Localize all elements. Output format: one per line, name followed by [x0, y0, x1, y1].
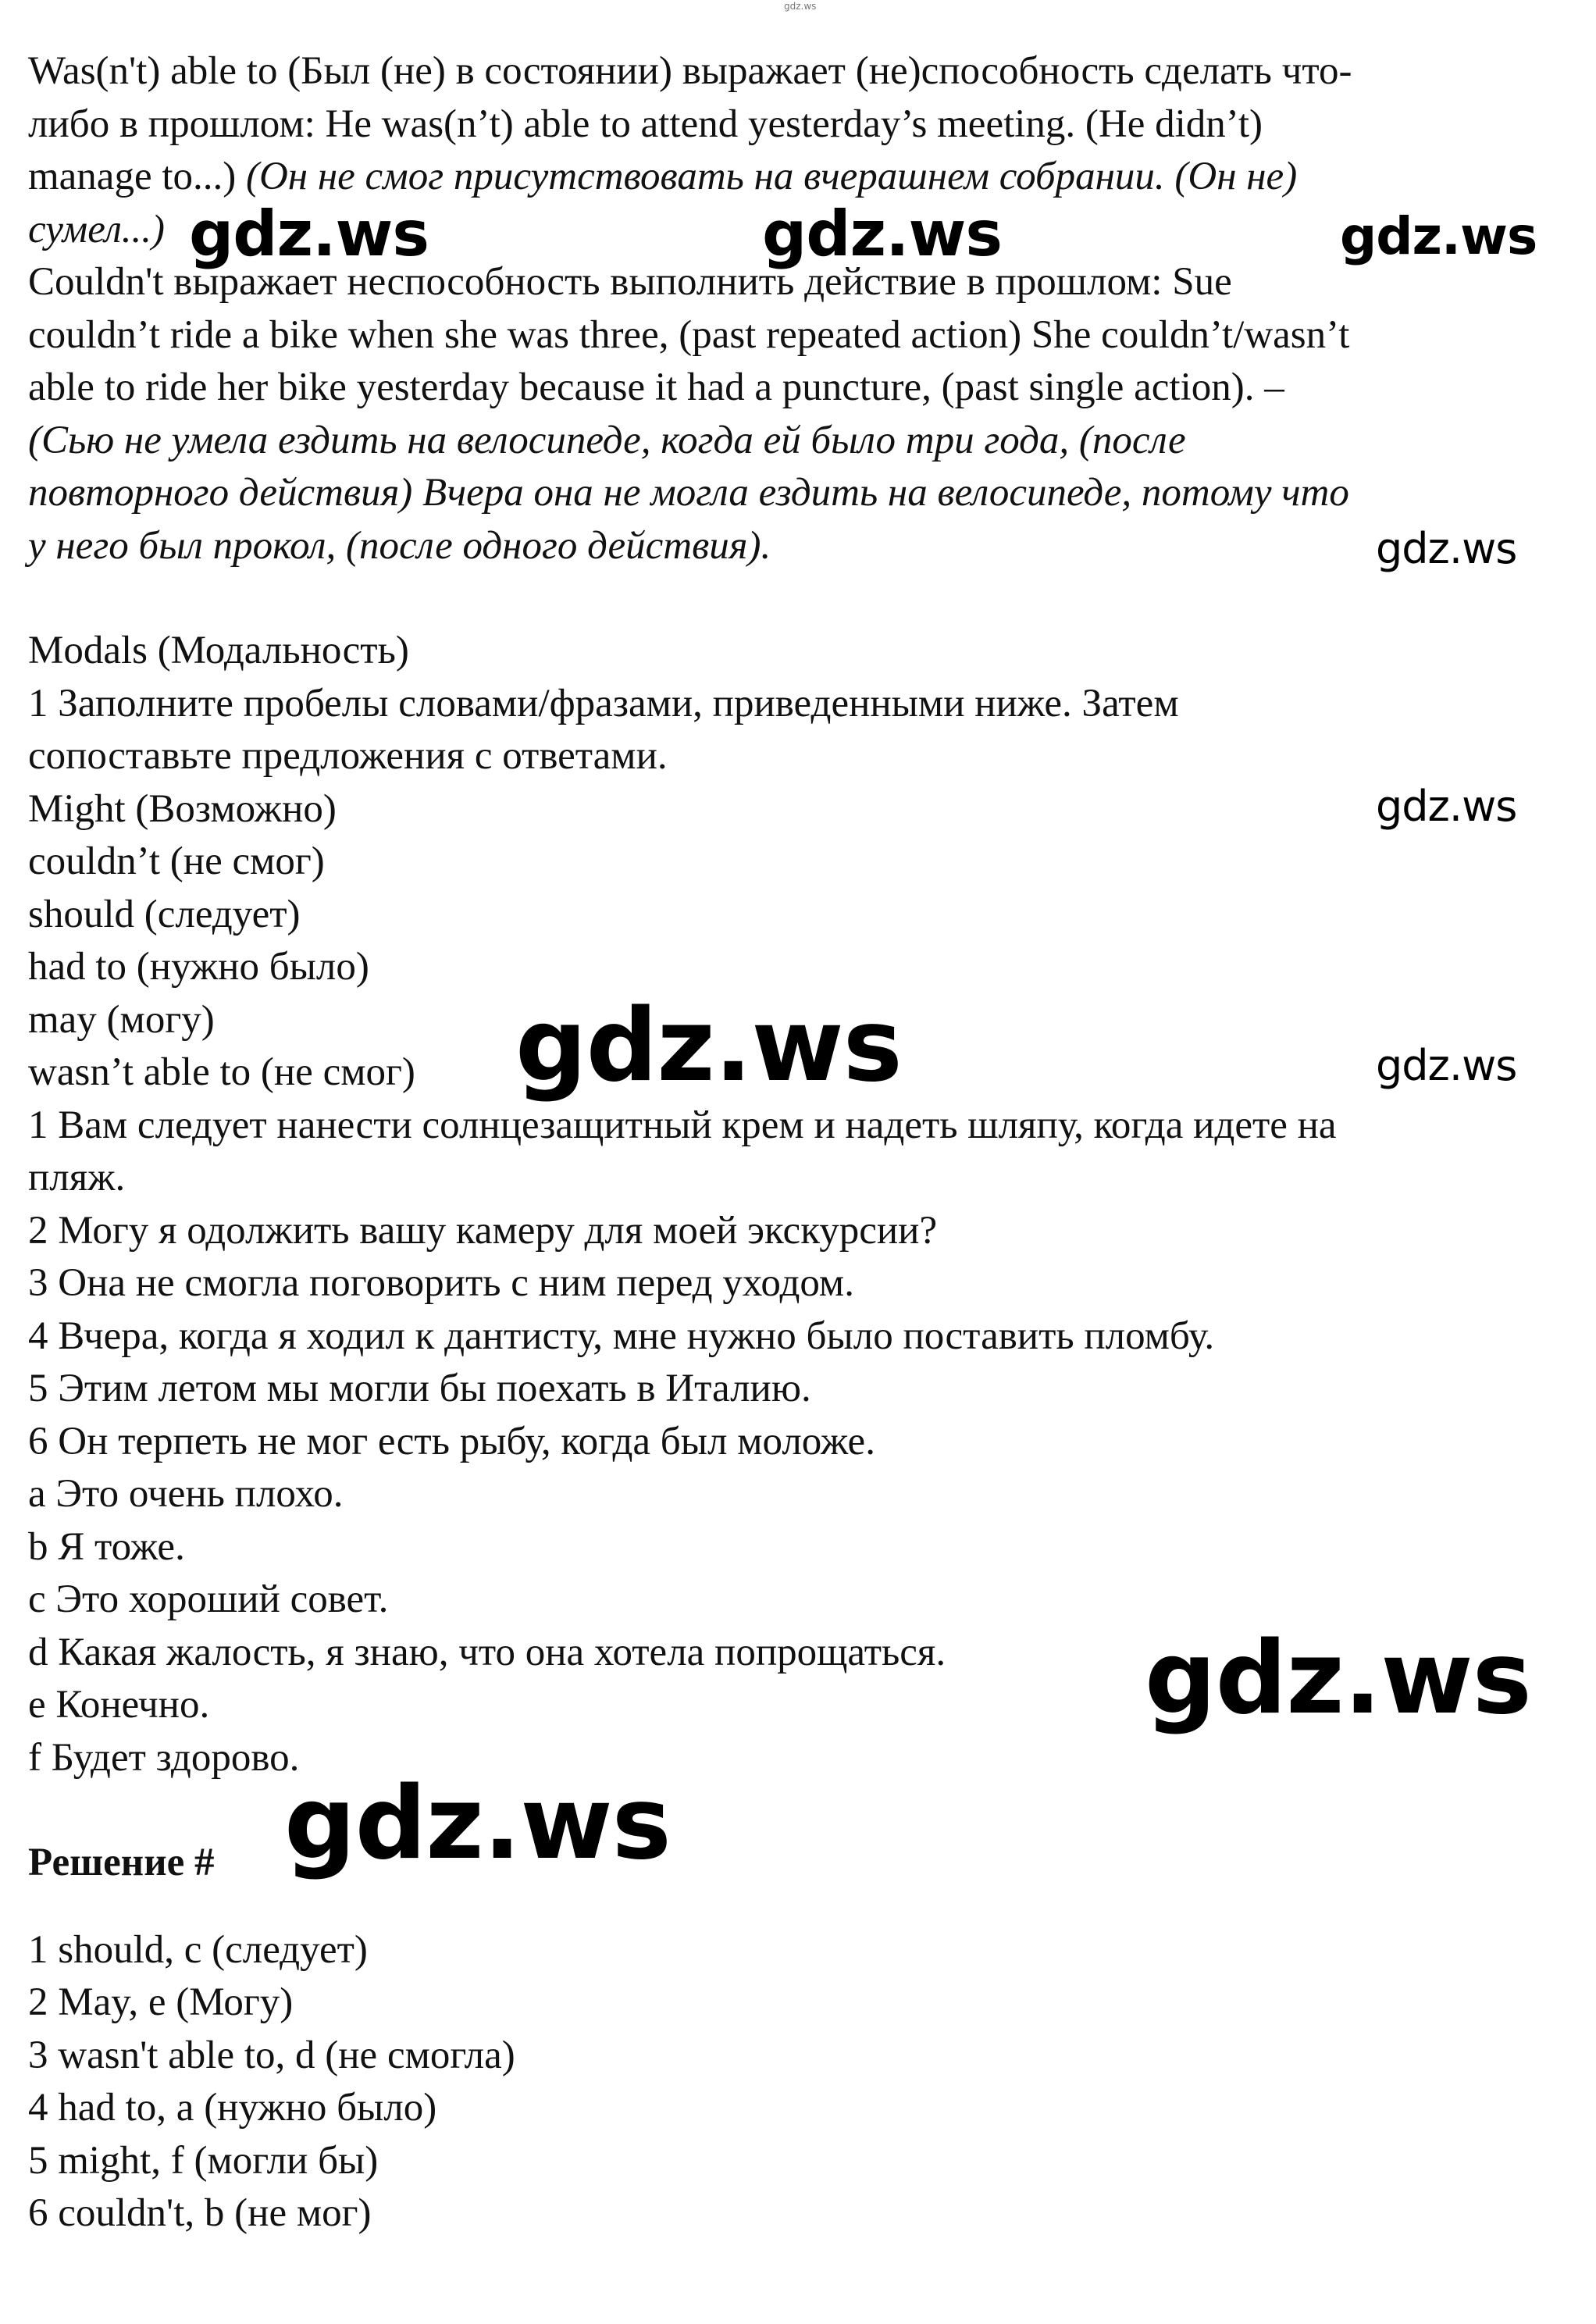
- sentence-item: 2 Могу я одолжить вашу камеру для моей экскурсии?: [28, 1208, 938, 1253]
- answer-item: 4 had to, a (нужно было): [28, 2086, 437, 2130]
- wasnt-able-line-2: либо в прошлом: He was(n’t) able to attend yesterday’s meeting. (He didn’t): [28, 102, 1263, 146]
- watermark: gdz.ws: [284, 1766, 671, 1882]
- sentence-1-line-1: 1 Вам следует нанести солнцезащитный крем и надеть шляпу, когда идете на: [28, 1103, 1337, 1147]
- watermark: gdz.ws: [189, 198, 429, 270]
- response-item: f Будет здорово.: [28, 1735, 300, 1780]
- option-item: wasn’t able to (не смог): [28, 1050, 415, 1094]
- task-instruction-line-1: 1 Заполните пробелы словами/фразами, приведенными ниже. Затем: [28, 681, 1179, 725]
- wasnt-able-line-3-plain: manage to...): [28, 155, 246, 198]
- sentence-item: 4 Вчера, когда я ходил к дантисту, мне нужно было поставить пломбу.: [28, 1313, 1215, 1358]
- watermark: gdz.ws: [1340, 206, 1537, 266]
- answer-item: 6 couldn't, b (не мог): [28, 2191, 372, 2235]
- sentence-item: 6 Он терпеть не мог есть рыбу, когда был моложе.: [28, 1419, 875, 1463]
- sentence-1-line-2: пляж.: [28, 1156, 126, 1199]
- option-item: had to (нужно было): [28, 945, 369, 989]
- watermark: gdz.ws: [1376, 1041, 1517, 1090]
- sentence-item: 3 Она не смогла поговорить с ним перед уходом.: [28, 1261, 854, 1305]
- couldnt-line-6: у него был прокол, (после одного действия).: [28, 523, 771, 568]
- watermark: gdz.ws: [1376, 524, 1517, 573]
- solution-heading: Решение #: [28, 1841, 215, 1884]
- modals-heading: Modals (Модальность): [28, 629, 409, 672]
- couldnt-line-2: couldn’t ride a bike when she was three, (past repeated action) She couldn’t/wasn’t: [28, 312, 1350, 357]
- couldnt-line-3: able to ride her bike yesterday because it had a puncture, (past single action). –: [28, 365, 1284, 409]
- option-item: should (следует): [28, 892, 301, 936]
- couldnt-line-4: (Сью не умела ездить на велосипеде, когда ей было три года, (после: [28, 418, 1186, 462]
- option-item: may (могу): [28, 997, 215, 1042]
- watermark: gdz.ws: [762, 198, 1003, 270]
- response-item: d Какая жалость, я знаю, что она хотела попрощаться.: [28, 1630, 946, 1674]
- spacer: [28, 1890, 1563, 1924]
- couldnt-line-5: повторного действия) Вчера она не могла ездить на велосипеде, потому что: [28, 471, 1349, 515]
- couldnt-line-1: Couldn't выражает неспособность выполнить действие в прошлом: Sue: [28, 260, 1232, 304]
- spacer: [28, 572, 1563, 625]
- task-instruction-line-2: сопоставьте предложения с ответами.: [28, 734, 668, 778]
- wasnt-able-line-3: [28, 151, 1563, 204]
- wasnt-able-line-3-italic: (Он не смог присутствовать на вчерашнем собрании. (Он не): [245, 155, 1298, 198]
- watermark: gdz.ws: [1145, 1620, 1531, 1737]
- response-item: e Конечно.: [28, 1683, 210, 1727]
- header-watermark: gdz.ws: [784, 1, 817, 12]
- sentence-item: 5 Этим летом мы могли бы поехать в Италию.: [28, 1367, 811, 1410]
- wasnt-able-line-4: сумел...): [28, 207, 166, 251]
- answer-item: 2 May, e (Могу): [28, 1980, 294, 2024]
- answer-item: 3 wasn't able to, d (не смогла): [28, 2033, 515, 2077]
- response-item: c Это хороший совет.: [28, 1577, 389, 1621]
- document-body: [28, 45, 1563, 2240]
- option-item: couldn’t (не смог): [28, 839, 325, 883]
- watermark: gdz.ws: [515, 988, 902, 1104]
- option-item: Might (Возможно): [28, 786, 337, 831]
- spacer: [28, 1784, 1563, 1837]
- response-item: a Это очень плохо.: [28, 1472, 344, 1516]
- wasnt-able-line-1: Was(n't) able to (Был (не) в состоянии) выражает (не)способность сделать что-: [28, 49, 1352, 93]
- watermark: gdz.ws: [1376, 782, 1517, 831]
- answer-item: 1 should, c (следует): [28, 1927, 368, 1972]
- response-item: b Я тоже.: [28, 1524, 185, 1569]
- answer-item: 5 might, f (могли бы): [28, 2138, 379, 2183]
